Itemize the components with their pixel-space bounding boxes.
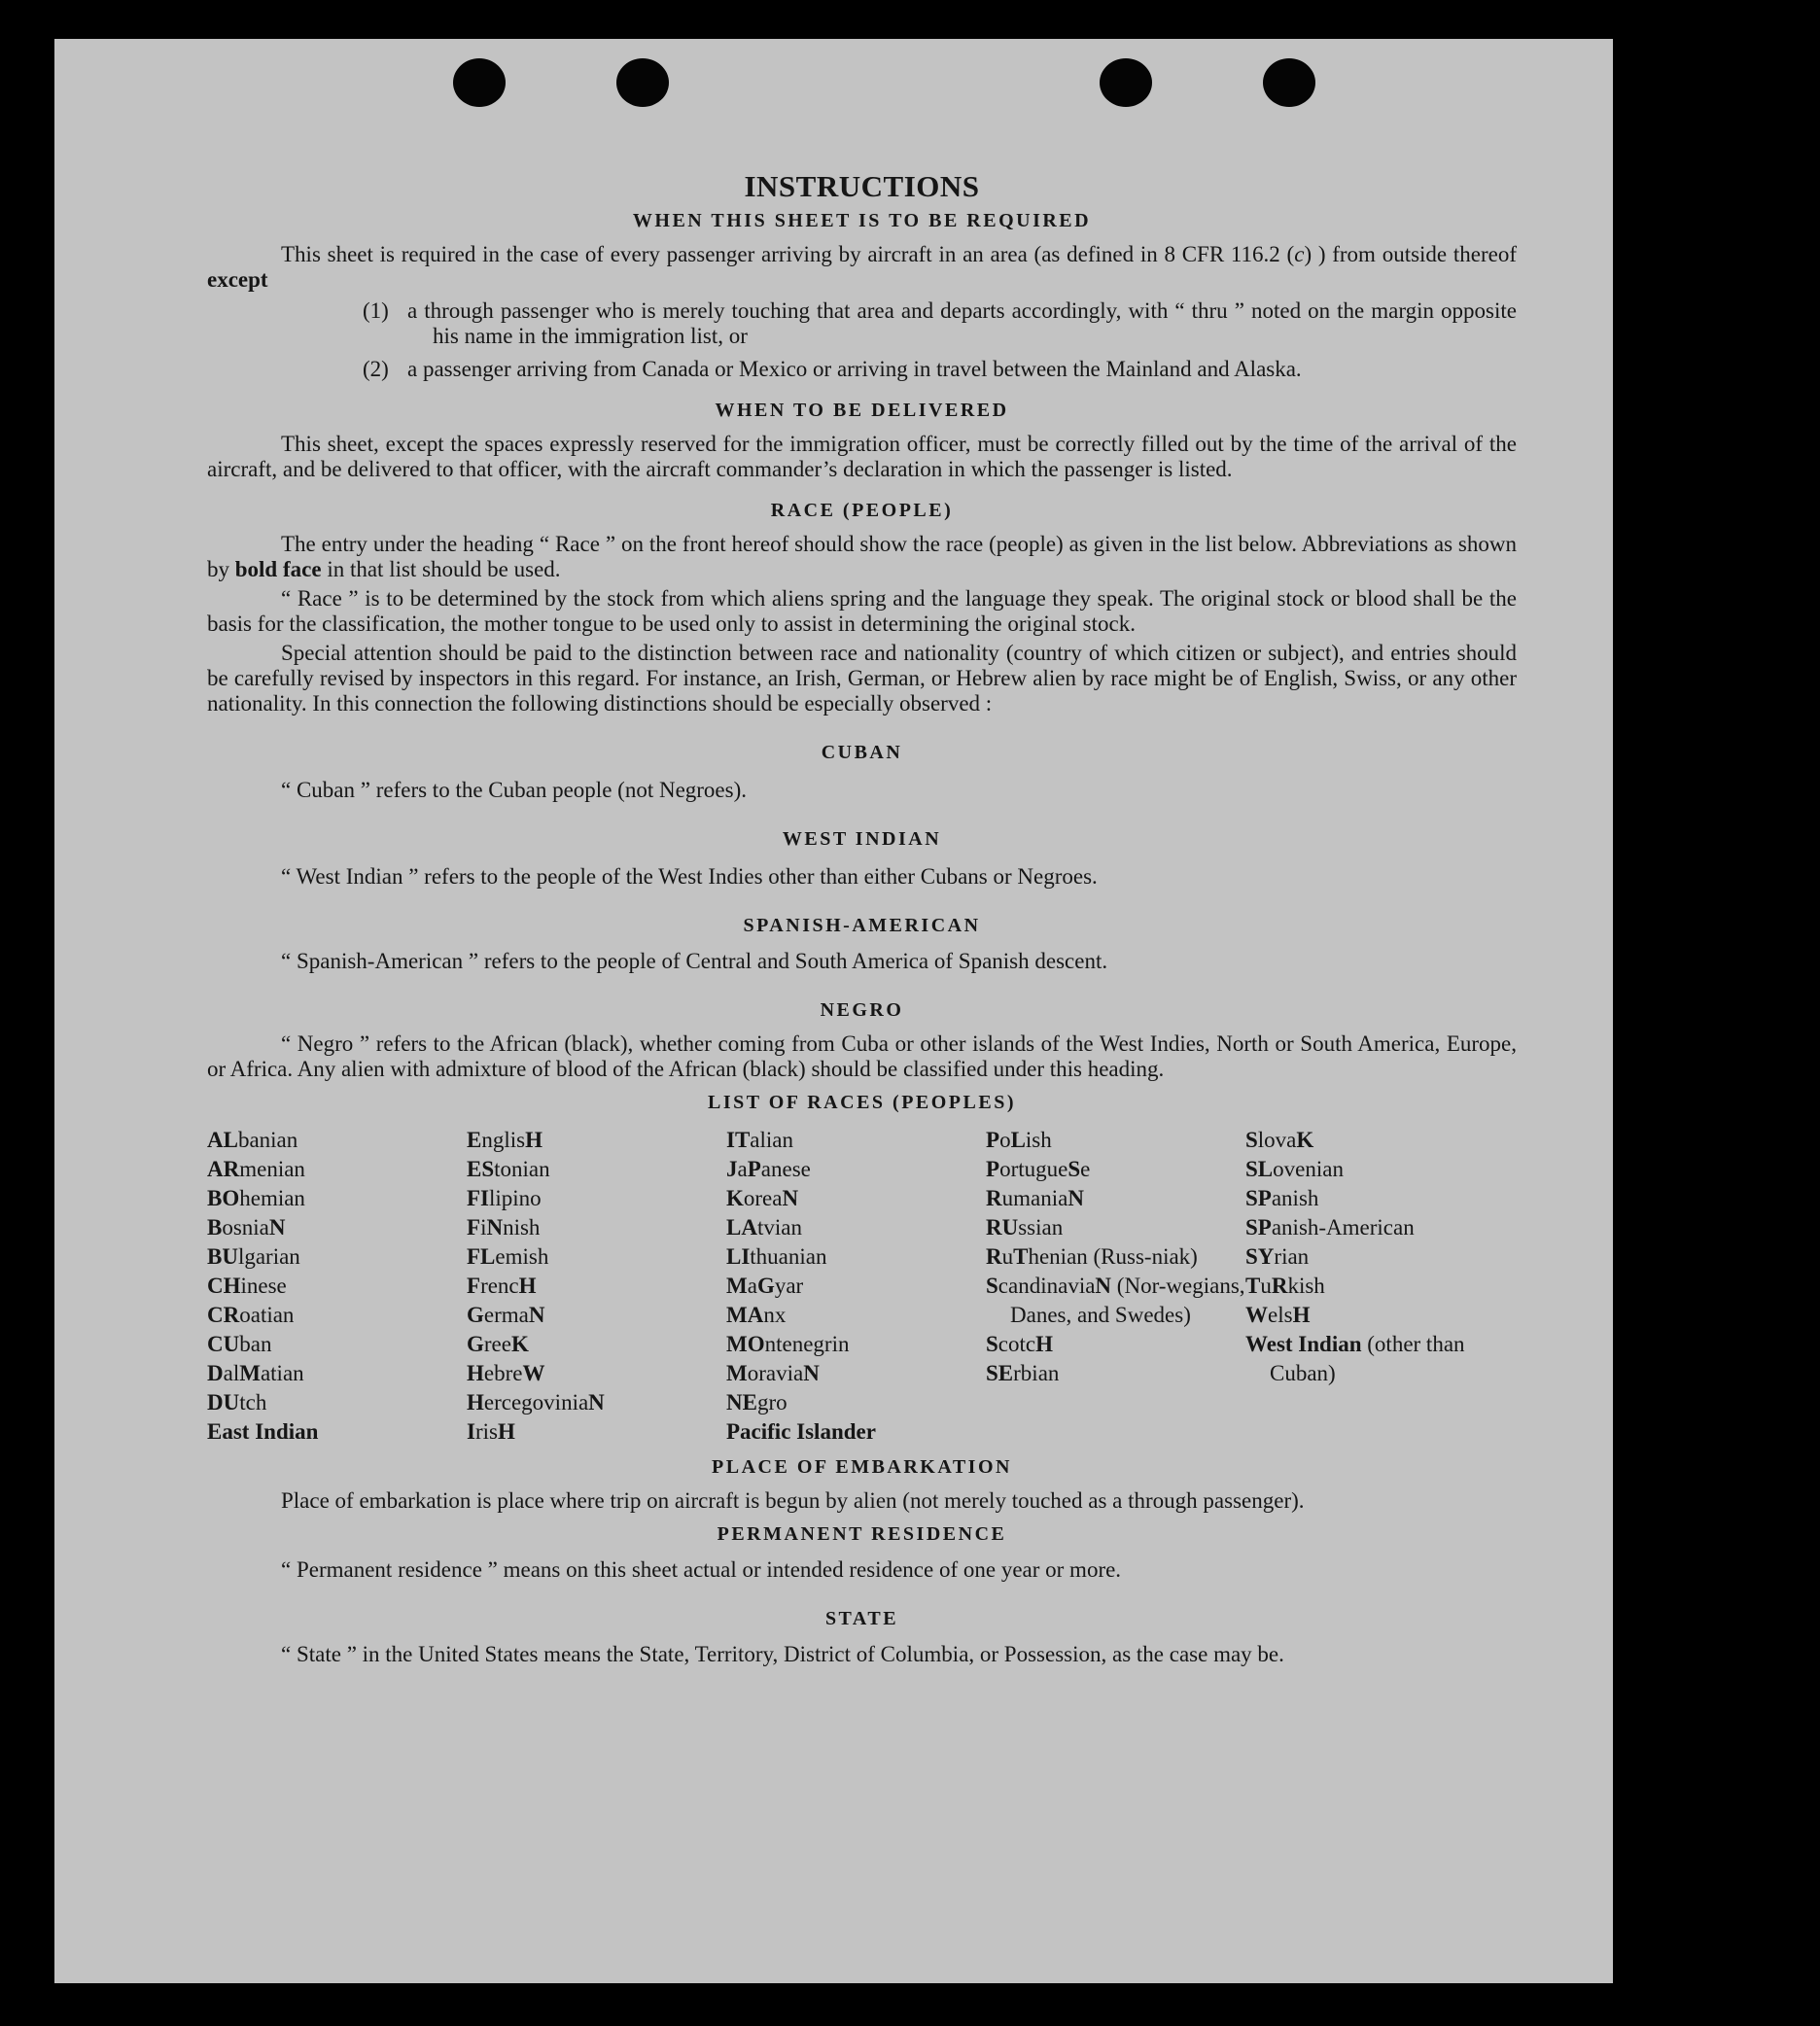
section-heading-cuban: CUBAN	[821, 742, 903, 763]
race-item: PortugueSe	[986, 1157, 1091, 1181]
instructions-content	[207, 167, 1517, 1667]
race-item: MAnx	[726, 1303, 787, 1327]
race-item: RuThenian (Russ-niak)	[986, 1244, 1198, 1269]
race-column	[1245, 1126, 1505, 1447]
race-item: LIthuanian	[726, 1244, 827, 1269]
race-item: CHinese	[207, 1274, 287, 1298]
negro-text: “ Negro ” refers to the African (black), whether coming from Cuba or other islands of the West Indies, North or South America, Europe, or Africa. Any alien with admixture of blood of the African (black) should be classified under this heading.	[207, 1031, 1517, 1081]
race-item: East Indian	[207, 1419, 319, 1444]
race-paragraph-3: Special attention should be paid to the distinction between race and nationality (country of which citizen or subject), and entries should be carefully revised by inspectors in this regard. For instance, an Irish, German, or Hebrew alien by race might be of English, Swiss, or any other nationality. In this connection the following distinctions should be especially observed :	[207, 641, 1517, 716]
race-item: ITalian	[726, 1128, 793, 1152]
document-page	[54, 39, 1613, 1983]
race-item: BUlgarian	[207, 1244, 300, 1269]
section-heading-embarkation: PLACE OF EMBARKATION	[712, 1456, 1012, 1478]
punch-hole	[453, 58, 506, 107]
race-item: SPanish-American	[1245, 1215, 1415, 1240]
section-heading-permanent-residence: PERMANENT RESIDENCE	[717, 1523, 1007, 1545]
race-item: EnglisH	[467, 1128, 542, 1152]
race-item: IrisH	[467, 1419, 515, 1444]
race-item: SlovaK	[1245, 1128, 1314, 1152]
race-item: FIlipino	[467, 1186, 542, 1210]
race-item: CRoatian	[207, 1303, 295, 1327]
race-item: PoLish	[986, 1128, 1052, 1152]
cuban-text: “ Cuban ” refers to the Cuban people (not Negroes).	[281, 778, 748, 802]
race-item: DUtch	[207, 1390, 267, 1415]
race-item: ALbanian	[207, 1128, 298, 1152]
section-heading-when-required: WHEN THIS SHEET IS TO BE REQUIRED	[632, 210, 1092, 231]
race-item: HercegoviniaN	[467, 1390, 605, 1415]
race-item: TuRkish	[1245, 1274, 1325, 1298]
race-item: JaPanese	[726, 1157, 811, 1181]
race-item: RUssian	[986, 1215, 1064, 1240]
section-heading-when-delivered: WHEN TO BE DELIVERED	[715, 400, 1009, 421]
race-item: FLemish	[467, 1244, 549, 1269]
race-item: MOntenegrin	[726, 1332, 850, 1356]
punch-hole	[616, 58, 669, 107]
section-heading-spanish-american: SPANISH-AMERICAN	[743, 915, 981, 936]
race-item: EStonian	[467, 1157, 550, 1181]
race-item: GermaN	[467, 1303, 545, 1327]
races-list	[207, 1126, 1517, 1447]
race-item: Pacific Islander	[726, 1419, 876, 1444]
race-item: LAtvian	[726, 1215, 802, 1240]
race-item: SErbian	[986, 1361, 1060, 1385]
race-item: SLovenian	[1245, 1157, 1344, 1181]
permanent-residence-text: “ Permanent residence ” means on this sheet actual or intended residence of one year or more.	[281, 1557, 1122, 1582]
race-paragraph-1: The entry under the heading “ Race ” on the front hereof should show the race (people) as given in the list below. Abbreviations as shown by bold face in that list should be used.	[207, 532, 1517, 581]
race-column	[467, 1126, 726, 1447]
race-item: KoreaN	[726, 1186, 799, 1210]
race-item: SYrian	[1245, 1244, 1310, 1269]
punch-hole	[1263, 58, 1315, 107]
race-item: RumaniaN	[986, 1186, 1084, 1210]
race-item: ScotcH	[986, 1332, 1053, 1356]
race-item: SPanish	[1245, 1186, 1319, 1210]
race-item: MaGyar	[726, 1274, 804, 1298]
when-delivered-text: This sheet, except the spaces expressly reserved for the immigration officer, must be correctly filled out by the time of the arrival of the aircraft, and be delivered to that officer, with the aircraft commander’s declaration in which the passenger is listed.	[207, 432, 1517, 481]
state-text: “ State ” in the United States means the State, Territory, District of Columbia, or Possession, as the case may be.	[281, 1642, 1284, 1666]
section-heading-west-indian: WEST INDIAN	[782, 828, 942, 850]
section-heading-list-of-races: LIST OF RACES (PEOPLES)	[707, 1092, 1016, 1113]
race-paragraph-2: “ Race ” is to be determined by the stock from which aliens spring and the language they speak. The original stock or blood shall be the basis for the classification, the mother tongue to be used only to assist in determining the original stock.	[207, 586, 1517, 636]
section-heading-negro: NEGRO	[820, 999, 904, 1021]
punch-hole	[1100, 58, 1152, 107]
exception-list	[207, 298, 1517, 382]
list-item: (1) a through passenger who is merely touching that area and departs accordingly, with “ thru ” noted on the margin opposite his name in the immigration list, or	[363, 298, 1517, 348]
race-item: HebreW	[467, 1361, 545, 1385]
race-column	[986, 1126, 1245, 1447]
west-indian-text: “ West Indian ” refers to the people of the West Indies other than either Cubans or Negroes.	[281, 864, 1098, 889]
race-item: ScandinaviaN (Nor-wegians, Danes, and Swedes)	[986, 1274, 1245, 1327]
race-item: NEgro	[726, 1390, 788, 1415]
list-item: (2) a passenger arriving from Canada or Mexico or arriving in travel between the Mainland and Alaska.	[363, 357, 1302, 381]
race-item: DalMatian	[207, 1361, 304, 1385]
race-item: BOhemian	[207, 1186, 305, 1210]
when-required-intro: This sheet is required in the case of every passenger arriving by aircraft in an area (as defined in 8 CFR 116.2 (c) ) from outside thereof except	[207, 242, 1517, 292]
race-item: FrencH	[467, 1274, 537, 1298]
spanish-american-text: “ Spanish-American ” refers to the people of Central and South America of Spanish descent.	[281, 949, 1108, 973]
race-item: West Indian (other than Cuban)	[1245, 1332, 1465, 1385]
race-item: BosniaN	[207, 1215, 286, 1240]
race-item: FiNnish	[467, 1215, 541, 1240]
section-heading-race: RACE (PEOPLE)	[770, 500, 954, 521]
section-heading-state: STATE	[824, 1608, 899, 1629]
race-column	[207, 1126, 467, 1447]
race-item: CUban	[207, 1332, 272, 1356]
race-item: MoraviaN	[726, 1361, 820, 1385]
race-item: ARmenian	[207, 1157, 305, 1181]
race-item: GreeK	[467, 1332, 529, 1356]
race-column	[726, 1126, 986, 1447]
page-title: INSTRUCTIONS	[744, 169, 980, 203]
race-item: WelsH	[1245, 1303, 1311, 1327]
embarkation-text: Place of embarkation is place where trip on aircraft is begun by alien (not merely touched as a through passenger).	[281, 1488, 1305, 1513]
